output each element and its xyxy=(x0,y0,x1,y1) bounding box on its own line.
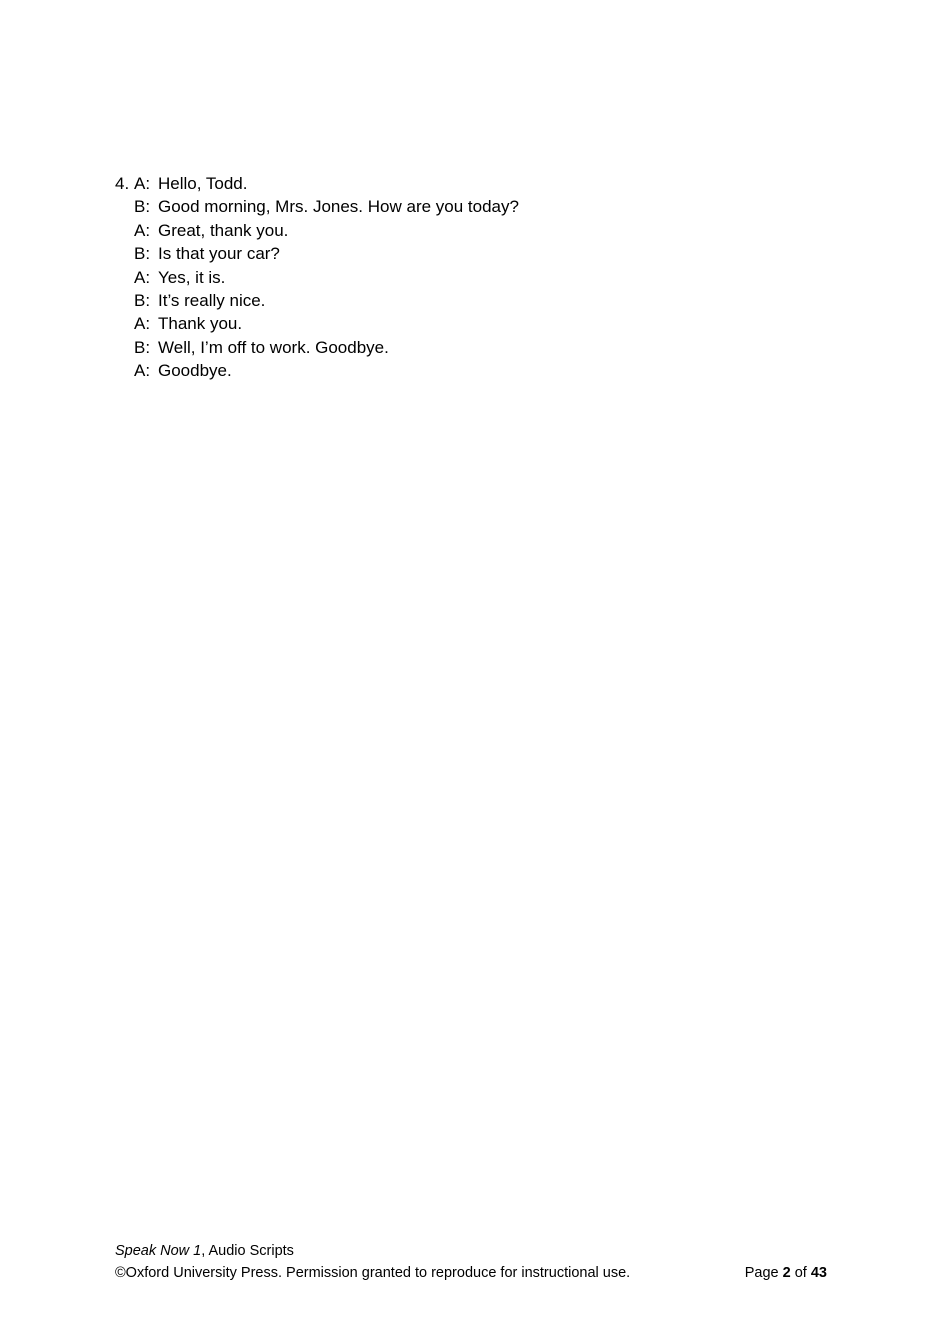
speaker-label: B: xyxy=(134,337,151,357)
doc-type: , Audio Scripts xyxy=(201,1243,294,1259)
line-text: Hello, Todd. xyxy=(158,174,248,193)
dialogue-line xyxy=(115,312,519,335)
line-text: Good morning, Mrs. Jones. How are you today? xyxy=(158,197,519,217)
speaker-label: B: xyxy=(134,197,151,217)
footer-copyright-row xyxy=(115,1262,827,1284)
line-text: Is that your car? xyxy=(158,244,280,264)
page-footer xyxy=(115,1240,827,1284)
dialogue-block xyxy=(115,172,519,383)
speaker-label: A: xyxy=(134,361,151,381)
dialogue-line xyxy=(115,289,519,312)
page-total: 43 xyxy=(810,1265,827,1281)
dialogue-line xyxy=(115,266,519,289)
page-number xyxy=(745,1262,827,1284)
line-text: Great, thank you. xyxy=(158,220,289,240)
copyright-text: ©Oxford University Press. Permission granted to reproduce for instructional use. xyxy=(115,1265,631,1281)
page-label: Page xyxy=(744,1265,783,1281)
item-number: 4. xyxy=(115,174,130,193)
speaker-label: A: xyxy=(134,314,151,334)
speaker-label: B: xyxy=(134,291,151,311)
speaker-label: B: xyxy=(134,244,151,264)
dialogue-line xyxy=(115,172,519,195)
dialogue-line xyxy=(115,219,519,242)
speaker-label: A: xyxy=(134,267,151,287)
dialogue-line xyxy=(115,359,519,382)
page-current: 2 xyxy=(782,1265,791,1281)
dialogue-line xyxy=(115,336,519,359)
speaker-label: A: xyxy=(134,220,151,240)
speaker-label: A: xyxy=(134,174,151,193)
book-title: Speak Now 1 xyxy=(115,1243,202,1259)
footer-title-row xyxy=(115,1240,827,1262)
dialogue-line xyxy=(115,242,519,265)
line-text: It’s really nice. xyxy=(158,291,266,311)
footer-title xyxy=(115,1240,294,1262)
line-text: Goodbye. xyxy=(158,361,232,381)
page-of: of xyxy=(790,1265,811,1281)
line-text: Thank you. xyxy=(158,314,243,334)
dialogue-line xyxy=(115,195,519,218)
line-text: Well, I’m off to work. Goodbye. xyxy=(158,337,389,357)
line-text: Yes, it is. xyxy=(158,267,226,287)
